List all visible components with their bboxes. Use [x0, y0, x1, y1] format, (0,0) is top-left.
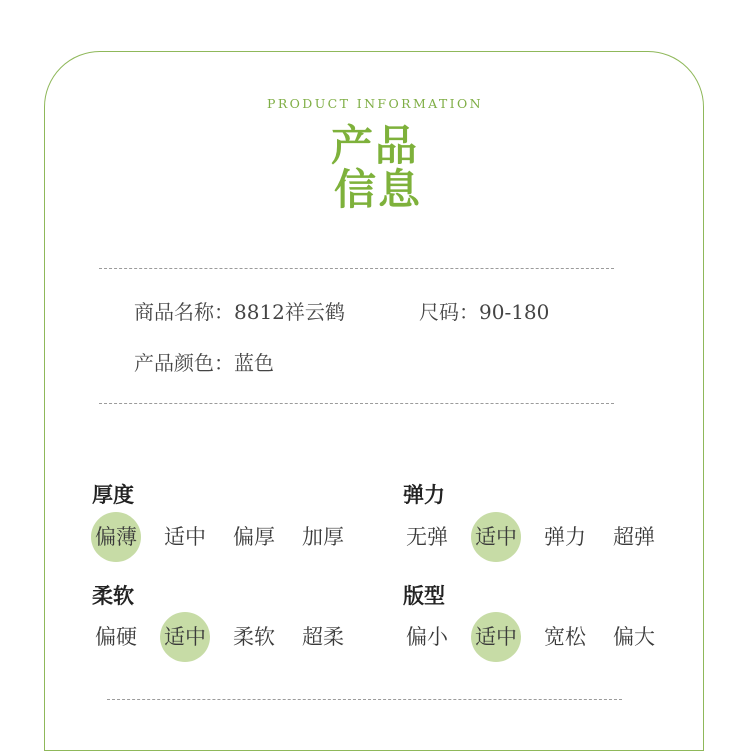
product-name-value: 8812祥云鹤 [234, 300, 345, 324]
option-label: 偏大 [613, 625, 655, 649]
option-label: 适中 [164, 625, 206, 649]
option-chip [92, 623, 140, 651]
option-chip-selected [472, 523, 520, 551]
option-label: 适中 [164, 525, 206, 549]
size-label: 尺码： [419, 300, 479, 324]
option-chip-selected [92, 523, 140, 551]
color-label: 产品颜色： [134, 351, 234, 375]
option-chip [230, 623, 278, 651]
product-name-label: 商品名称： [134, 300, 234, 324]
option-label: 偏厚 [233, 525, 275, 549]
option-chip [610, 623, 658, 651]
option-chip [541, 623, 589, 651]
color-value: 蓝色 [234, 351, 274, 375]
option-label: 柔软 [233, 625, 275, 649]
attr-elasticity-label: 弹力 [403, 482, 445, 507]
option-chip [403, 623, 451, 651]
title-line-1: 产品 [330, 121, 419, 170]
option-chip [541, 523, 589, 551]
color-row [134, 347, 274, 376]
option-label: 超弹 [613, 525, 655, 549]
option-chip [403, 523, 451, 551]
divider-bottom [107, 699, 622, 700]
option-chip [610, 523, 658, 551]
option-label: 超柔 [302, 625, 344, 649]
option-chip [299, 523, 347, 551]
option-label: 宽松 [544, 625, 586, 649]
option-label: 偏硬 [95, 625, 137, 649]
product-name-row [134, 296, 345, 325]
option-label: 加厚 [302, 525, 344, 549]
attr-fit-label: 版型 [403, 583, 445, 608]
option-label: 弹力 [544, 525, 586, 549]
option-chip-selected [472, 623, 520, 651]
attr-thickness-label: 厚度 [92, 482, 134, 507]
option-chip [161, 523, 209, 551]
option-label: 无弹 [406, 525, 448, 549]
section-title [0, 121, 750, 214]
divider-middle [99, 403, 614, 404]
option-chip [230, 523, 278, 551]
eyebrow-title: PRODUCT INFORMATION [267, 96, 483, 111]
divider-top [99, 268, 614, 269]
option-chip [299, 623, 347, 651]
option-label: 偏薄 [95, 525, 137, 549]
option-label: 偏小 [406, 625, 448, 649]
option-chip-selected [161, 623, 209, 651]
title-line-2: 信息 [333, 165, 422, 214]
option-label: 适中 [475, 625, 517, 649]
size-row [419, 296, 549, 325]
attr-softness-label: 柔软 [92, 583, 134, 608]
size-value: 90-180 [479, 300, 550, 324]
option-label: 适中 [475, 525, 517, 549]
